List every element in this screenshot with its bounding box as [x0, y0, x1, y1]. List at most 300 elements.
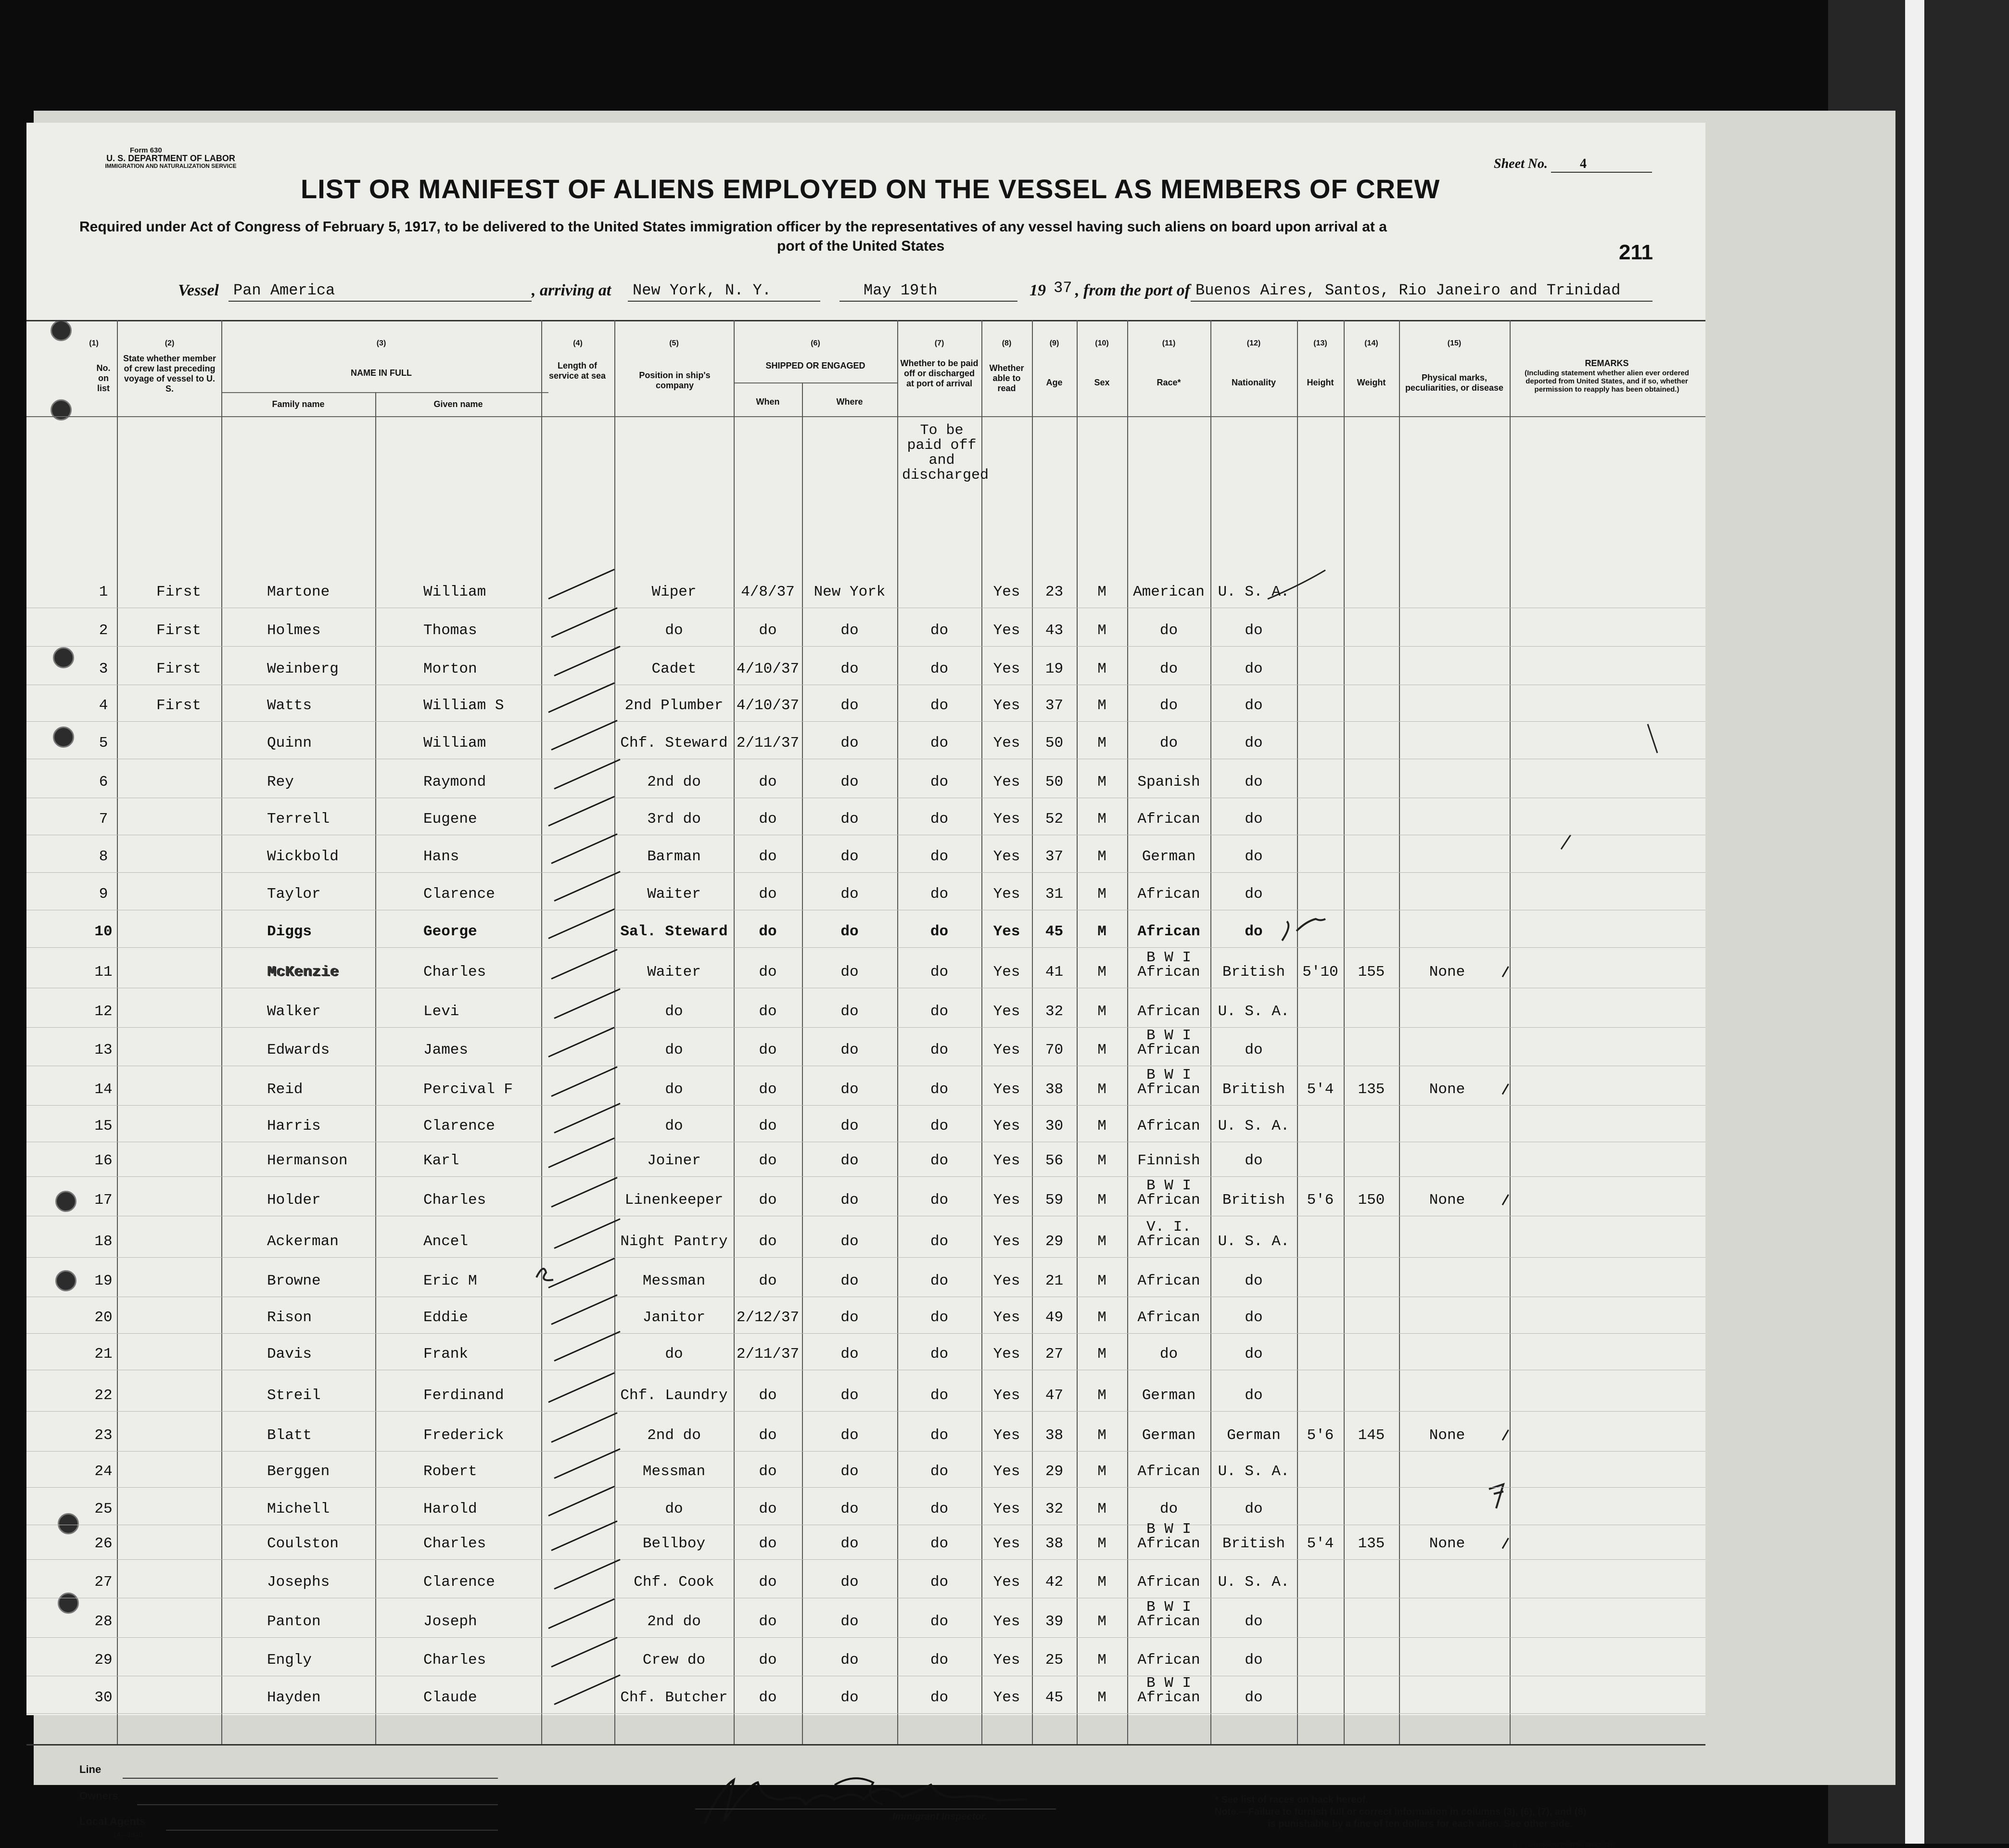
cell-age: 29 [1045, 1463, 1064, 1480]
cell-race: African [1137, 1273, 1200, 1289]
cell-age: 37 [1045, 848, 1064, 865]
cell-nationality: do [1245, 661, 1263, 677]
cell-where: do [840, 622, 859, 639]
cell-when: 2/11/37 [736, 1346, 800, 1363]
cell-age: 39 [1045, 1613, 1064, 1630]
cell-where: do [840, 697, 859, 714]
cell-when: do [759, 1233, 777, 1250]
cell-sex: M [1097, 697, 1106, 714]
cell-weight: 150 [1358, 1192, 1385, 1209]
cell-read: Yes [993, 1118, 1020, 1134]
subtitle-line-1: Required under Act of Congress of February 5, 1917, to be delivered to the United States immigration officer by the representatives of any vessel having such aliens on board upon arrival at a [79, 219, 1387, 235]
col-num-15: (15) [1447, 339, 1462, 347]
cell-given: Ferdinand [423, 1387, 504, 1404]
cell-family: Walker [267, 1003, 321, 1020]
cell-nationality: do [1245, 697, 1263, 714]
cell-read: Yes [993, 964, 1020, 981]
penalty-note-2: is punishable by a fine of ten dollars for each alien. See other side. [1268, 1819, 1573, 1829]
cell-nationality: do [1245, 622, 1263, 639]
cell-read: Yes [993, 1652, 1020, 1669]
cell-paid: do [930, 886, 949, 903]
header-family-name: Family name [272, 399, 325, 409]
cell-read: Yes [993, 1689, 1020, 1706]
cell-read: Yes [993, 1535, 1020, 1552]
cell-read: Yes [993, 1427, 1020, 1444]
cell-family: Michell [267, 1501, 330, 1517]
cell-read: Yes [993, 1081, 1020, 1098]
cell-race: African [1137, 1574, 1200, 1591]
cell-where: do [840, 1003, 859, 1020]
cell-when: do [759, 1152, 777, 1169]
cell-sex: M [1097, 964, 1106, 981]
cell-when: do [759, 1003, 777, 1020]
cell-read: Yes [993, 811, 1020, 828]
cell-no: 3 [99, 661, 108, 677]
cell-position: Joiner [647, 1152, 701, 1169]
cell-height: 5'10 [1302, 964, 1338, 981]
cell-given: William [423, 584, 486, 600]
cell-age: 37 [1045, 697, 1064, 714]
cell-position: Messman [642, 1273, 706, 1289]
cell-where: do [840, 1346, 859, 1363]
cell-family: Streil [267, 1387, 321, 1404]
cell-marks: None [1429, 964, 1465, 981]
cell-sex: M [1097, 1152, 1106, 1169]
header-name-in-full: NAME IN FULL [351, 368, 412, 378]
cell-age: 56 [1045, 1152, 1064, 1169]
cell-age: 45 [1045, 1689, 1064, 1706]
cell-family: Wickbold [267, 848, 339, 865]
cell-read: Yes [993, 1387, 1020, 1404]
cell-no: 2 [99, 622, 108, 639]
cell-where: do [840, 735, 859, 752]
cell-race: African [1137, 1042, 1200, 1058]
cell-position: Crew do [642, 1652, 706, 1669]
header-position: Position in ship's company [639, 370, 711, 390]
header-no-on-list: No. on list [96, 363, 111, 393]
cell-race: do [1159, 1501, 1178, 1517]
header-remarks: REMARKS [1585, 358, 1629, 368]
cell-when: 4/10/37 [736, 661, 800, 677]
header-weight: Weight [1357, 378, 1386, 387]
cell-nationality: do [1245, 735, 1263, 752]
cell-race-prefix: B W I [1146, 1521, 1191, 1538]
cell-age: 70 [1045, 1042, 1064, 1058]
arriving-label: , arriving at [532, 281, 611, 299]
cell-read: Yes [993, 923, 1020, 940]
cell-race: do [1159, 1346, 1178, 1363]
line-label: Line [79, 1763, 102, 1775]
form-code: 14—1940 [113, 1831, 142, 1838]
sheet-number: 4 [1551, 156, 1652, 173]
cell-sex: M [1097, 622, 1106, 639]
header-nationality: Nationality [1231, 378, 1276, 387]
cell-when: do [759, 622, 777, 639]
cell-where: do [840, 1652, 859, 1669]
cell-where: do [840, 1233, 859, 1250]
cell-family: Josephs [267, 1574, 330, 1591]
cell-no: 24 [94, 1463, 113, 1480]
cell-position: Barman [647, 848, 701, 865]
cell-no: 12 [94, 1003, 113, 1020]
cell-sex: M [1097, 1042, 1106, 1058]
col-num-14: (14) [1364, 339, 1378, 347]
cell-sex: M [1097, 1535, 1106, 1552]
cell-when: do [759, 1427, 777, 1444]
cell-sex: M [1097, 1081, 1106, 1098]
cell-nationality: do [1245, 886, 1263, 903]
cell-family: Harris [267, 1118, 321, 1134]
cell-weight: 145 [1358, 1427, 1385, 1444]
cell-race-prefix: B W I [1146, 1067, 1191, 1083]
cell-no: 8 [99, 848, 108, 865]
cell-read: Yes [993, 1574, 1020, 1591]
cell-where: do [840, 964, 859, 981]
cell-position: do [665, 622, 683, 639]
cell-no: 13 [94, 1042, 113, 1058]
cell-race: African [1137, 923, 1200, 940]
cell-age: 27 [1045, 1346, 1064, 1363]
header-when: When [756, 397, 780, 407]
cell-no: 6 [99, 774, 108, 790]
cell-age: 41 [1045, 964, 1064, 981]
cell-position: Chf. Steward [620, 735, 728, 752]
cell-race: do [1159, 735, 1178, 752]
cell-read: Yes [993, 697, 1020, 714]
cell-race: African [1137, 1309, 1200, 1326]
cell-paid: do [930, 697, 949, 714]
cell-read: Yes [993, 1233, 1020, 1250]
cell-no: 5 [99, 735, 108, 752]
from-port: Buenos Aires, Santos, Rio Janeiro and Trinidad [1195, 281, 1621, 299]
paid-off-note: To be paid off and discharged [902, 422, 989, 484]
cell-position: Chf. Cook [634, 1574, 714, 1591]
cell-no: 20 [94, 1309, 113, 1326]
col-num-7: (7) [934, 339, 944, 347]
cell-age: 30 [1045, 1118, 1064, 1134]
cell-sex: M [1097, 584, 1106, 600]
cell-paid: do [930, 1003, 949, 1020]
cell-paid: do [930, 1387, 949, 1404]
cell-sex: M [1097, 1574, 1106, 1591]
cell-nationality: British [1222, 1081, 1285, 1098]
folder-edge [1905, 0, 1924, 1844]
arrival-date: May 19th [864, 281, 938, 299]
col-num-4: (4) [573, 339, 583, 347]
cell-position: do [665, 1042, 683, 1058]
service: IMMIGRATION AND NATURALIZATION SERVICE [105, 163, 237, 169]
cell-given: Charles [423, 1192, 486, 1209]
cell-position: do [665, 1346, 683, 1363]
cell-read: Yes [993, 1309, 1020, 1326]
header-shipped-engaged: SHIPPED OR ENGAGED [765, 361, 865, 370]
page-title: LIST OR MANIFEST OF ALIENS EMPLOYED ON THE VESSEL AS MEMBERS OF CREW [301, 174, 1440, 204]
cell-race-prefix: V. I. [1146, 1219, 1191, 1236]
cell-when: do [759, 1574, 777, 1591]
cell-given: Eddie [423, 1309, 469, 1326]
cell-read: Yes [993, 1152, 1020, 1169]
cell-when: do [759, 1689, 777, 1706]
cell-nationality: do [1245, 811, 1263, 828]
cell-nationality: do [1245, 1613, 1263, 1630]
cell-no: 9 [99, 886, 108, 903]
cell-age: 49 [1045, 1309, 1064, 1326]
cell-where: do [840, 1535, 859, 1552]
cell-when: 2/11/37 [736, 735, 800, 752]
cell-weight: 135 [1358, 1081, 1385, 1098]
cell-sex: M [1097, 1387, 1106, 1404]
cell-age: 47 [1045, 1387, 1064, 1404]
cell-race-prefix: B W I [1146, 1599, 1191, 1616]
cell-age: 29 [1045, 1233, 1064, 1250]
cell-sex: M [1097, 1192, 1106, 1209]
cell-sex: M [1097, 886, 1106, 903]
cell-given: Thomas [423, 622, 477, 639]
cell-given: Clarence [423, 886, 495, 903]
cell-read: Yes [993, 1042, 1020, 1058]
cell-race: do [1159, 661, 1178, 677]
cell-where: do [840, 1118, 859, 1134]
cell-position: do [665, 1118, 683, 1134]
cell-paid: do [930, 1192, 949, 1209]
cell-family: Taylor [267, 886, 321, 903]
cell-given: Harold [423, 1501, 477, 1517]
cell-where: do [840, 1152, 859, 1169]
cell-prev: First [156, 697, 202, 714]
cell-paid: do [930, 923, 949, 940]
cell-sex: M [1097, 1273, 1106, 1289]
inspector-signature [690, 1771, 1061, 1833]
cell-read: Yes [993, 1273, 1020, 1289]
cell-position: Chf. Laundry [620, 1387, 728, 1404]
cell-age: 21 [1045, 1273, 1064, 1289]
cell-sex: M [1097, 774, 1106, 790]
cell-given: Joseph [423, 1613, 477, 1630]
cell-prev: First [156, 622, 202, 639]
cell-race: African [1137, 1081, 1200, 1098]
cell-when: do [759, 1387, 777, 1404]
arrival-port: New York, N. Y. [633, 281, 772, 299]
cell-position: 2nd do [647, 1613, 701, 1630]
cell-when: do [759, 811, 777, 828]
cell-no: 17 [94, 1192, 113, 1209]
cell-position: do [665, 1501, 683, 1517]
cell-where: do [840, 1613, 859, 1630]
cell-height: 5'6 [1307, 1192, 1334, 1209]
cell-no: 22 [94, 1387, 113, 1404]
year-suffix: 37 [1054, 279, 1072, 297]
cell-where: New York [814, 584, 886, 600]
cell-where: do [840, 1689, 859, 1706]
cell-when: do [759, 848, 777, 865]
cell-nationality: do [1245, 1273, 1263, 1289]
cell-family: Holmes [267, 622, 321, 639]
cell-paid: do [930, 1574, 949, 1591]
vessel-label: Vessel [178, 281, 219, 299]
cell-given: Eugene [423, 811, 477, 828]
cell-where: do [840, 1042, 859, 1058]
cell-position: Bellboy [642, 1535, 706, 1552]
cell-paid: do [930, 1652, 949, 1669]
header-age: Age [1046, 378, 1063, 387]
cell-given: Charles [423, 964, 486, 981]
cell-when: do [759, 1463, 777, 1480]
header-sex: Sex [1094, 378, 1110, 387]
cell-given: Ancel [423, 1233, 469, 1250]
cell-sex: M [1097, 1309, 1106, 1326]
department: U. S. DEPARTMENT OF LABOR [106, 153, 235, 163]
cell-height: 5'4 [1307, 1081, 1334, 1098]
cell-position: 2nd do [647, 774, 701, 790]
cell-nationality: do [1245, 1042, 1263, 1058]
cell-sex: M [1097, 1652, 1106, 1669]
cell-position: 2nd Plumber [624, 697, 724, 714]
cell-sex: M [1097, 811, 1106, 828]
cell-sex: M [1097, 1613, 1106, 1630]
immigrant-inspector-label: Immigrant Inspector. [892, 1811, 987, 1822]
col-num-10: (10) [1095, 339, 1109, 347]
cell-race: African [1137, 1003, 1200, 1020]
cell-nationality: do [1245, 1689, 1263, 1706]
cell-age: 25 [1045, 1652, 1064, 1669]
cell-race: American [1133, 584, 1205, 600]
cell-marks: None [1429, 1427, 1465, 1444]
cell-nationality: do [1245, 774, 1263, 790]
cell-when: 2/12/37 [736, 1309, 800, 1326]
cell-position: Night Pantry [620, 1233, 728, 1250]
cell-given: Frederick [423, 1427, 504, 1444]
cell-race: do [1159, 622, 1178, 639]
cell-nationality: U. S. A. [1218, 584, 1290, 600]
form-number: Form 630 [130, 146, 162, 154]
cell-read: Yes [993, 1346, 1020, 1363]
cell-race-prefix: B W I [1146, 1177, 1191, 1194]
cell-no: 26 [94, 1535, 113, 1552]
cell-prev: First [156, 584, 202, 600]
cell-when: do [759, 1118, 777, 1134]
cell-family: Reid [267, 1081, 303, 1098]
cell-marks: None [1429, 1081, 1465, 1098]
cell-nationality: do [1245, 848, 1263, 865]
cell-given: Levi [423, 1003, 459, 1020]
cell-position: 2nd do [647, 1427, 701, 1444]
cell-where: do [840, 923, 859, 940]
cell-no: 27 [94, 1574, 113, 1591]
cell-where: do [840, 1081, 859, 1098]
cell-no: 4 [99, 697, 108, 714]
cell-given: Percival F [423, 1081, 513, 1098]
cell-when: do [759, 1192, 777, 1209]
cell-prev: First [156, 661, 202, 677]
cell-nationality: do [1245, 1309, 1263, 1326]
cell-read: Yes [993, 584, 1020, 600]
cell-marks: None [1429, 1535, 1465, 1552]
cell-height: 5'6 [1307, 1427, 1334, 1444]
cell-paid: do [930, 1118, 949, 1134]
cell-family: Martone [267, 584, 330, 600]
header-paid-off: Whether to be paid off or discharged at port of arrival [900, 358, 979, 388]
cell-position: do [665, 1081, 683, 1098]
col-num-1: (1) [89, 339, 99, 347]
cell-nationality: British [1222, 1192, 1285, 1209]
col-num-8: (8) [1002, 339, 1012, 347]
cell-position: Janitor [642, 1309, 706, 1326]
cell-sex: M [1097, 1118, 1106, 1134]
header-race: Race* [1157, 378, 1181, 387]
cell-age: 31 [1045, 886, 1064, 903]
cell-race: African [1137, 1689, 1200, 1706]
cell-race: Finnish [1137, 1152, 1200, 1169]
cell-age: 42 [1045, 1574, 1064, 1591]
cell-sex: M [1097, 1463, 1106, 1480]
cell-position: Chf. Butcher [620, 1689, 728, 1706]
cell-family: Blatt [267, 1427, 312, 1444]
cell-nationality: U. S. A. [1218, 1574, 1290, 1591]
cell-family: Quinn [267, 735, 312, 752]
cell-no: 16 [94, 1152, 113, 1169]
cell-race: German [1142, 1387, 1196, 1404]
cell-sex: M [1097, 1233, 1106, 1250]
cell-paid: do [930, 622, 949, 639]
cell-race: African [1137, 1535, 1200, 1552]
cell-age: 50 [1045, 735, 1064, 752]
cell-position: Sal. Steward [620, 923, 728, 940]
cell-given: Clarence [423, 1574, 495, 1591]
subtitle-line-2: port of the United States [777, 238, 945, 254]
cell-family: Rey [267, 774, 294, 790]
cell-paid: do [930, 1042, 949, 1058]
col-num-11: (11) [1162, 339, 1176, 347]
cell-race: African [1137, 1652, 1200, 1669]
cell-race: African [1137, 1118, 1200, 1134]
cell-given: Frank [423, 1346, 469, 1363]
cell-when: do [759, 1501, 777, 1517]
cell-paid: do [930, 735, 949, 752]
cell-nationality: British [1222, 1535, 1285, 1552]
cell-read: Yes [993, 661, 1020, 677]
cell-nationality: do [1245, 1152, 1263, 1169]
cell-read: Yes [993, 848, 1020, 865]
cell-race-prefix: B W I [1146, 1675, 1191, 1692]
cell-read: Yes [993, 886, 1020, 903]
cell-family: Browne [267, 1273, 321, 1289]
cell-sex: M [1097, 1346, 1106, 1363]
cell-no: 15 [94, 1118, 113, 1134]
cell-nationality: U. S. A. [1218, 1003, 1290, 1020]
cell-position: Waiter [647, 886, 701, 903]
cell-given: Eric M [423, 1273, 477, 1289]
cell-paid: do [930, 1273, 949, 1289]
cell-given: James [423, 1042, 469, 1058]
cell-sex: M [1097, 923, 1106, 940]
cell-when: do [759, 923, 777, 940]
cell-age: 52 [1045, 811, 1064, 828]
cell-where: do [840, 811, 859, 828]
cell-given: Raymond [423, 774, 486, 790]
cell-where: do [840, 1427, 859, 1444]
cell-no: 28 [94, 1613, 113, 1630]
cell-age: 43 [1045, 622, 1064, 639]
col-num-6: (6) [811, 339, 820, 347]
cell-sex: M [1097, 661, 1106, 677]
cell-given: Robert [423, 1463, 477, 1480]
cell-race: do [1159, 697, 1178, 714]
cell-no: 11 [94, 964, 113, 981]
cell-race-prefix: B W I [1146, 949, 1191, 966]
cell-paid: do [930, 1501, 949, 1517]
cell-age: 23 [1045, 584, 1064, 600]
cell-position: do [665, 1003, 683, 1020]
